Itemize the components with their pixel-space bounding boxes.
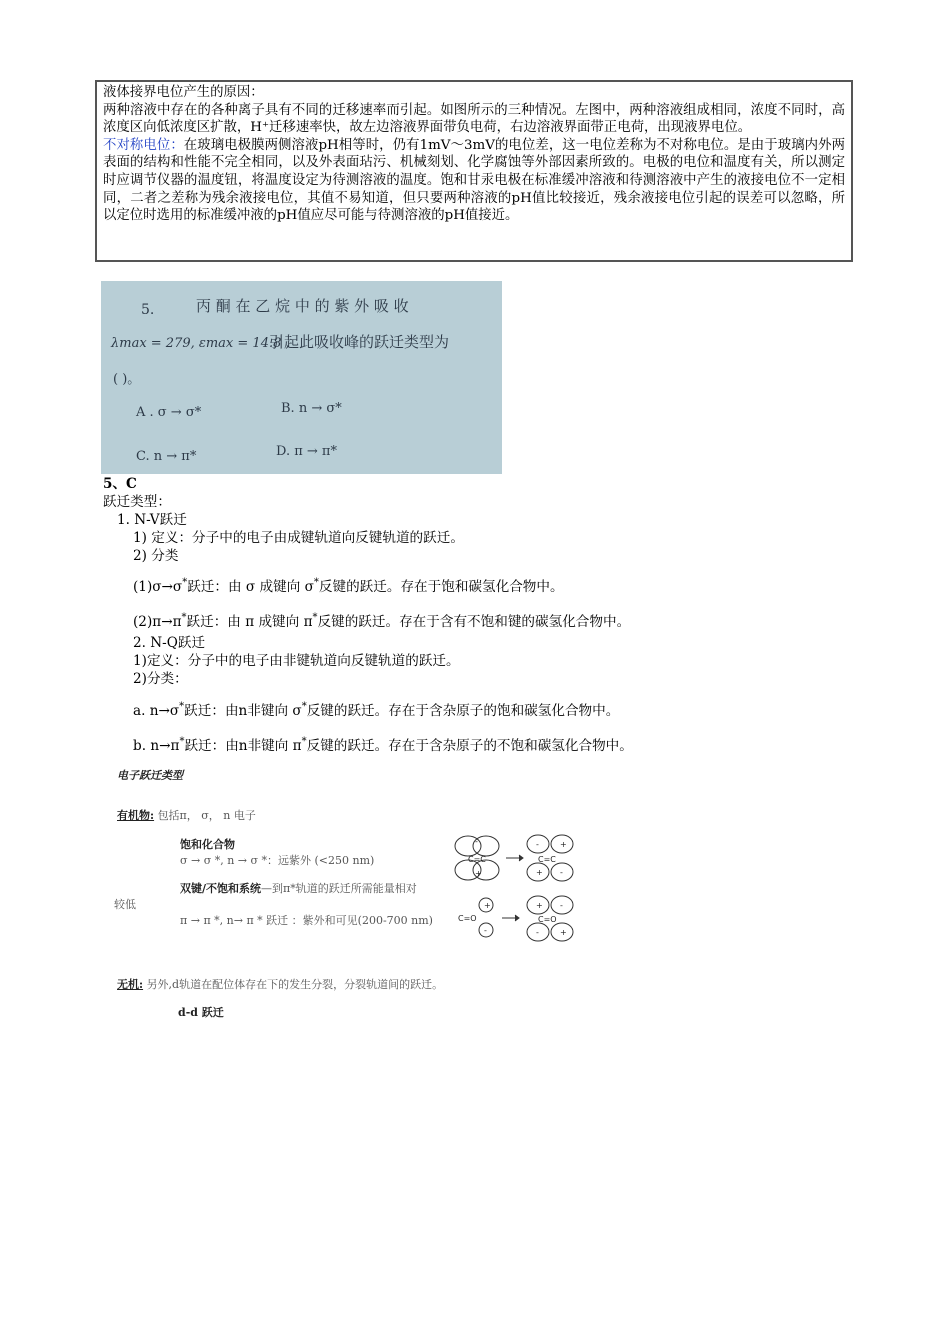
transition-types: 跃迁类型： [103,494,171,510]
svg-text:+: + [484,901,491,910]
nv-pi-line: (2)π→π*跃迁：由 π 成键向 π*反键的跃迁。存在于含有不饱和键的碳氢化合物中。 [133,612,631,630]
nq-title: 2. N-Q跃迁 [133,635,206,651]
svg-text:+: + [560,840,567,849]
svg-text:-: - [536,928,539,937]
dd-transition: d-d 跃迁 [178,1006,224,1019]
svg-text:+: + [536,901,543,910]
box-title: 液体接界电位产生的原因： [103,85,264,100]
question-lambda: λmax = 279, εmax = 14.8 , [111,336,290,351]
answer-heading: 5、C [103,476,137,492]
question-number: 5. [141,302,155,318]
svg-text:-: - [536,840,539,849]
nq-pi-line: b. n→π*跃迁：由n非键向 π*反键的跃迁。存在于含杂原子的不饱和碳氢化合物中。 [133,736,633,754]
box-paragraph-2 [103,137,845,225]
saturated-line: σ → σ *, n → σ *：远紫外 (<250 nm) [180,854,375,867]
lower-energy-text: 较低 [114,898,136,911]
nq-definition: 1)定义：分子中的电子由非键轨道向反键轨道的跃迁。 [133,653,460,669]
svg-text:-: - [560,868,563,877]
question-line-1: 丙 酮 在 乙 烷 中 的 紫 外 吸 收 [196,297,409,315]
pi-transition-line: π → π *, n→ π * 跃迁 ：紫外和可见(200-700 nm) [180,914,433,927]
option-d: D. π → π* [276,444,337,459]
orbital-diagram [450,830,585,948]
nv-title: 1. N-V跃迁 [117,512,187,528]
svg-text:C=O: C=O [458,914,477,923]
figure-title: 电子跃迁类型 [117,769,183,782]
svg-text:C=C: C=C [538,855,556,864]
organic-line: 有机物: 包括π， σ， n 电子 [117,809,256,822]
option-b: B. n → σ* [281,401,342,416]
option-c: C. n → π* [136,449,197,464]
asymmetric-potential-label: 不对称电位： [103,137,184,153]
svg-text:C=O: C=O [538,915,557,924]
saturated-heading: 饱和化合物 [180,838,235,851]
svg-text:-: - [560,901,563,910]
option-a: A . σ → σ* [136,405,202,420]
svg-text:+: + [536,868,543,877]
svg-text:C=C: C=C [468,855,486,864]
question-line-2: 引起此吸收峰的跃迁类型为 [269,333,450,351]
svg-text:+: + [560,928,567,937]
nv-classification: 2) 分类 [133,548,179,564]
text-box [95,80,853,262]
question-blank: ( )。 [113,372,141,387]
nv-sigma-line: (1)σ→σ*跃迁：由 σ 成键向 σ*反键的跃迁。存在于饱和碳氢化合物中。 [133,577,564,595]
asymmetric-potential-text: 在玻璃电极膜两侧溶液pH相等时，仍有1mV～3mV的电位差，这一电位差称为不对称电位。是由于玻璃内外两表面的结构和性能不完全相同，以及外表面玷污、机械刻划、化学腐蚀等外部因素所致的。电极的电位和温度有关，所以测定时应调节仪器的温度钮，将温度设定为待测溶液的温度。饱和甘汞电极在标准缓冲溶液和待测溶液中产生的液接电位不一定相同，二者之差称为残余液接电位，其值不易知道，但只要两种溶液的pH值比较接近，残余液接电位引起的误差可以忽略，所以定位时选用的标准缓冲液的pH值应尽可能与待测溶液的pH值接近。 [103,137,845,224]
svg-text:-: - [475,837,478,846]
svg-text:+: + [475,869,482,878]
double-bond-line: 双键/不饱和系统—到π*轨道的跃迁所需能量相对 [180,882,417,895]
inorganic-line: 无机: 另外,d轨道在配位体存在下的发生分裂，分裂轨道间的跃迁。 [117,978,444,991]
nq-classification: 2)分类： [133,671,188,687]
nq-sigma-line: a. n→σ*跃迁：由n非键向 σ*反键的跃迁。存在于含杂原子的饱和碳氢化合物中。 [133,701,620,719]
svg-text:-: - [484,926,487,935]
box-paragraph-1: 两种溶液中存在的各种离子具有不同的迁移速率而引起。如图所示的三种情况。左图中，两种溶液组成相同，浓度不同时，高浓度区向低浓度区扩散，H⁺迁移速率快，故左边溶液界面带负电荷，右边溶液界面带正电荷，出现液界电位。 [103,102,845,136]
question-photo [101,281,502,474]
nv-definition: 1) 定义：分子中的电子由成键轨道向反键轨道的跃迁。 [133,530,464,546]
